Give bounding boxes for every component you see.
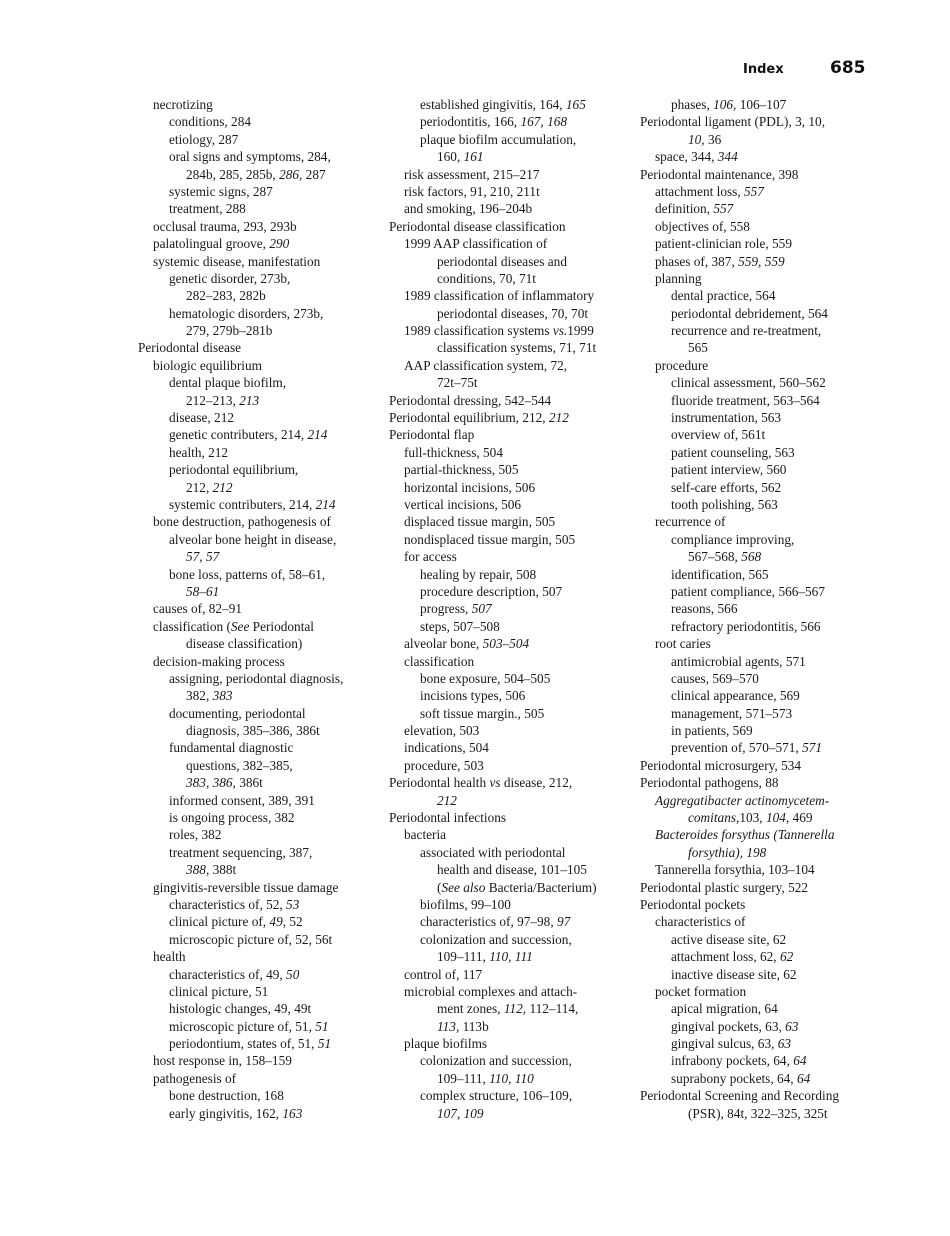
index-entry: palatolingual groove, 290 [153, 236, 290, 252]
index-entry: bone loss, patterns of, 58–61, [169, 566, 326, 582]
index-entry: treatment, 288 [169, 201, 246, 217]
index-entry: alveolar bone height in disease, [169, 531, 337, 547]
index-entry: genetic disorder, 273b, [169, 270, 291, 286]
index-entry: 58–61 [186, 583, 220, 599]
header-label: Index [743, 62, 784, 77]
index-heading: Periodontal ligament (PDL), 3, 10, [640, 114, 826, 130]
index-entry: soft tissue margin., 505 [420, 705, 545, 721]
index-entry: steps, 507–508 [420, 618, 500, 634]
index-entry: early gingivitis, 162, 163 [169, 1105, 303, 1121]
index-entry: complex structure, 106–109, [420, 1088, 573, 1104]
index-entry: 383, 386, 386t [186, 775, 263, 791]
index-column-2 [389, 96, 629, 1122]
index-entry: microscopic picture of, 52, 56t [169, 931, 333, 947]
index-entry: 212, 212 [186, 479, 233, 495]
index-entry: planning [655, 270, 702, 286]
index-entry: incisions types, 506 [420, 688, 526, 704]
running-header [0, 58, 950, 86]
index-entry: 284b, 285, 285b, 286, 287 [186, 166, 326, 182]
index-entry: pathogenesis of [153, 1070, 237, 1086]
index-heading: Periodontal microsurgery, 534 [640, 757, 802, 773]
index-entry: classification (See Periodontal [153, 618, 314, 634]
index-entry: overview of, 561t [671, 427, 766, 443]
index-entry: self-care efforts, 562 [671, 479, 782, 495]
index-entry: systemic signs, 287 [169, 183, 273, 199]
index-entry: host response in, 158–159 [153, 1053, 292, 1069]
index-entry: 107, 109 [437, 1105, 484, 1121]
index-entry: Bacteroides forsythus (Tannerella [655, 827, 835, 843]
index-entry: 282–283, 282b [186, 288, 266, 304]
index-heading: Periodontal disease classification [389, 218, 566, 234]
index-heading: Periodontal pathogens, 88 [640, 775, 779, 791]
index-entry: 212–213, 213 [186, 392, 260, 408]
index-entry: oral signs and symptoms, 284, [169, 149, 331, 165]
index-entry: 160, 161 [437, 149, 484, 165]
index-entry: progress, 507 [420, 601, 492, 617]
index-entry: 1989 classification systems vs.1999 [404, 323, 594, 339]
index-entry: 279, 279b–281b [186, 323, 273, 339]
index-entry: space, 344, 344 [655, 149, 738, 165]
index-entry: apical migration, 64 [671, 1001, 778, 1017]
index-entry: 72t–75t [437, 375, 478, 391]
index-entry: comitans,103, 104, 469 [688, 810, 813, 826]
index-entry: 388, 388t [186, 862, 237, 878]
index-entry: plaque biofilms [404, 1036, 488, 1052]
index-entry: AAP classification system, 72, [404, 357, 568, 373]
index-heading: Periodontal flap [389, 427, 475, 443]
index-entry: conditions, 284 [169, 114, 251, 130]
index-heading: Periodontal health vs disease, 212, [389, 775, 573, 791]
index-entry: patient interview, 560 [671, 462, 787, 478]
index-entry: identification, 565 [671, 566, 769, 582]
index-entry: (PSR), 84t, 322–325, 325t [688, 1105, 828, 1121]
index-entry: 57, 57 [186, 549, 220, 565]
index-entry: recurrence of [655, 514, 726, 530]
index-entry: gingival pockets, 63, 63 [671, 1018, 799, 1034]
index-entry: is ongoing process, 382 [169, 810, 295, 826]
index-entry: informed consent, 389, 391 [169, 792, 315, 808]
index-entry: full-thickness, 504 [404, 444, 503, 460]
index-entry: clinical assessment, 560–562 [671, 375, 826, 391]
index-entry: hematologic disorders, 273b, [169, 305, 324, 321]
index-entry: characteristics of [655, 914, 746, 930]
index-entry: nondisplaced tissue margin, 505 [404, 531, 576, 547]
index-entry: displaced tissue margin, 505 [404, 514, 556, 530]
index-entry: control of, 117 [404, 966, 483, 982]
index-entry: attachment loss, 62, 62 [671, 949, 794, 965]
index-entry: questions, 382–385, [186, 757, 293, 773]
index-entry: colonization and succession, [420, 931, 572, 947]
index-entry: 212 [437, 792, 457, 808]
index-entry: antimicrobial agents, 571 [671, 653, 806, 669]
index-entry: health and disease, 101–105 [437, 862, 587, 878]
index-entry: elevation, 503 [404, 723, 480, 739]
index-entry: Tannerella forsythia, 103–104 [655, 862, 815, 878]
index-entry: horizontal incisions, 506 [404, 479, 536, 495]
index-entry: assigning, periodontal diagnosis, [169, 670, 344, 686]
index-entry: periodontal debridement, 564 [671, 305, 828, 321]
index-entry: 382, 383 [186, 688, 233, 704]
index-entry: microscopic picture of, 51, 51 [169, 1018, 329, 1034]
index-entry: microbial complexes and attach- [404, 983, 578, 999]
index-entry: disease, 212 [169, 410, 234, 426]
index-entry: forsythia), 198 [688, 844, 767, 860]
index-entry: partial-thickness, 505 [404, 462, 519, 478]
index-entry: causes of, 82–91 [153, 601, 242, 617]
index-entry: procedure [655, 357, 709, 373]
index-entry: histologic changes, 49, 49t [169, 1001, 312, 1017]
index-entry: genetic contributers, 214, 214 [169, 427, 328, 443]
index-entry: bone destruction, pathogenesis of [153, 514, 331, 530]
index-entry: disease classification) [186, 636, 303, 652]
index-entry: pocket formation [655, 983, 747, 999]
index-entry: patient-clinician role, 559 [655, 236, 792, 252]
index-entry: gingivitis-reversible tissue damage [153, 879, 339, 895]
index-entry: recurrence and re-treatment, [671, 323, 822, 339]
index-heading: Periodontal equilibrium, 212, 212 [389, 410, 569, 426]
index-entry: periodontal diseases, 70, 70t [437, 305, 589, 321]
page-number: 685 [830, 58, 866, 78]
index-entry: colonization and succession, [420, 1053, 572, 1069]
index-entry: inactive disease site, 62 [671, 966, 797, 982]
index-entry: active disease site, 62 [671, 931, 787, 947]
index-entry: (See also Bacteria/Bacterium) [437, 879, 597, 895]
index-entry: systemic disease, manifestation [153, 253, 321, 269]
index-heading: Periodontal Screening and Recording [640, 1088, 840, 1104]
index-entry: clinical picture of, 49, 52 [169, 914, 303, 930]
index-entry: periodontal equilibrium, [169, 462, 299, 478]
index-heading: Periodontal maintenance, 398 [640, 166, 799, 182]
index-entry: patient counseling, 563 [671, 444, 795, 460]
index-entry: attachment loss, 557 [655, 183, 764, 199]
index-entry: prevention of, 570–571, 571 [671, 740, 823, 756]
index-entry: vertical incisions, 506 [404, 496, 522, 512]
index-entry: Aggregatibacter actinomycetem- [655, 792, 830, 808]
index-entry: instrumentation, 563 [671, 410, 782, 426]
index-entry: plaque biofilm accumulation, [420, 131, 577, 147]
index-entry: suprabony pockets, 64, 64 [671, 1070, 811, 1086]
index-entry: systemic contributers, 214, 214 [169, 496, 336, 512]
index-entry: clinical appearance, 569 [671, 688, 800, 704]
index-entry: periodontium, states of, 51, 51 [169, 1036, 332, 1052]
index-entry: characteristics of, 52, 53 [169, 896, 300, 912]
index-entry: 1989 classification of inflammatory [404, 288, 595, 304]
index-entry: tooth polishing, 563 [671, 496, 778, 512]
index-heading: Periodontal dressing, 542–544 [389, 392, 552, 408]
index-entry: healing by repair, 508 [420, 566, 537, 582]
index-entry: procedure description, 507 [420, 583, 563, 599]
index-entry: and smoking, 196–204b [404, 201, 533, 217]
index-entry: phases of, 387, 559, 559 [655, 253, 785, 269]
index-entry: decision-making process [153, 653, 285, 669]
index-entry: infrabony pockets, 64, 64 [671, 1053, 807, 1069]
index-entry: procedure, 503 [404, 757, 484, 773]
index-entry: 109–111, 110, 110 [437, 1070, 534, 1086]
index-column-1 [138, 96, 378, 1122]
index-entry: objectives of, 558 [655, 218, 750, 234]
index-entry: classification systems, 71, 71t [437, 340, 597, 356]
index-entry: refractory periodontitis, 566 [671, 618, 821, 634]
index-entry: documenting, periodontal [169, 705, 306, 721]
index-entry: fundamental diagnostic [169, 740, 294, 756]
index-entry: 109–111, 110, 111 [437, 949, 533, 965]
index-entry: health, 212 [169, 444, 229, 460]
index-entry: management, 571–573 [671, 705, 793, 721]
index-entry: definition, 557 [655, 201, 734, 217]
index-entry: established gingivitis, 164, 165 [420, 97, 586, 112]
index-entry: causes, 569–570 [671, 670, 759, 686]
index-entry: 565 [688, 340, 708, 356]
index-entry: diagnosis, 385–386, 386t [186, 723, 320, 739]
index-entry: 113, 113b [437, 1018, 489, 1034]
index-entry: periodontal diseases and [437, 253, 567, 269]
index-heading: Periodontal infections [389, 810, 507, 826]
index-entry: dental practice, 564 [671, 288, 776, 304]
index-entry: 567–568, 568 [688, 549, 762, 565]
index-heading: Periodontal disease [138, 340, 242, 356]
index-heading: Periodontal plastic surgery, 522 [640, 879, 809, 895]
index-entry: associated with periodontal [420, 844, 566, 860]
index-entry: 1999 AAP classification of [404, 236, 548, 252]
index-entry: bone destruction, 168 [169, 1088, 284, 1104]
index-entry: classification [404, 653, 475, 669]
index-entry: dental plaque biofilm, [169, 375, 287, 391]
index-entry: compliance improving, [671, 531, 795, 547]
index-entry: 10, 36 [688, 131, 722, 147]
index-heading: Periodontal pockets [640, 896, 746, 912]
index-entry: in patients, 569 [671, 723, 753, 739]
index-entry: bacteria [404, 827, 447, 843]
index-entry: biofilms, 99–100 [420, 896, 511, 912]
index-entry: characteristics of, 97–98, 97 [420, 914, 571, 930]
index-entry: risk factors, 91, 210, 211t [404, 183, 540, 199]
index-entry: characteristics of, 49, 50 [169, 966, 300, 982]
index-entry: conditions, 70, 71t [437, 270, 536, 286]
index-entry: root caries [655, 636, 711, 652]
index-entry: patient compliance, 566–567 [671, 583, 825, 599]
index-entry: periodontitis, 166, 167, 168 [420, 114, 568, 130]
index-entry: bone exposure, 504–505 [420, 670, 551, 686]
index-entry: indications, 504 [404, 740, 489, 756]
index-entry: necrotizing [153, 97, 213, 112]
index-entry: for access [404, 549, 457, 565]
index-entry: risk assessment, 215–217 [404, 166, 540, 182]
index-entry: treatment sequencing, 387, [169, 844, 313, 860]
index-entry: ment zones, 112, 112–114, [437, 1001, 579, 1017]
index-entry: phases, 106, 106–107 [671, 97, 787, 112]
index-entry: biologic equilibrium [153, 357, 262, 373]
index-entry: fluoride treatment, 563–564 [671, 392, 820, 408]
index-entry: gingival sulcus, 63, 63 [671, 1036, 792, 1052]
index-entry: occlusal trauma, 293, 293b [153, 218, 297, 234]
index-column-3 [640, 96, 880, 1122]
index-entry: reasons, 566 [671, 601, 738, 617]
index-entry: roles, 382 [169, 827, 222, 843]
index-entry: clinical picture, 51 [169, 983, 269, 999]
index-entry: health [153, 949, 186, 965]
index-entry: etiology, 287 [169, 131, 239, 147]
index-entry: alveolar bone, 503–504 [404, 636, 530, 652]
